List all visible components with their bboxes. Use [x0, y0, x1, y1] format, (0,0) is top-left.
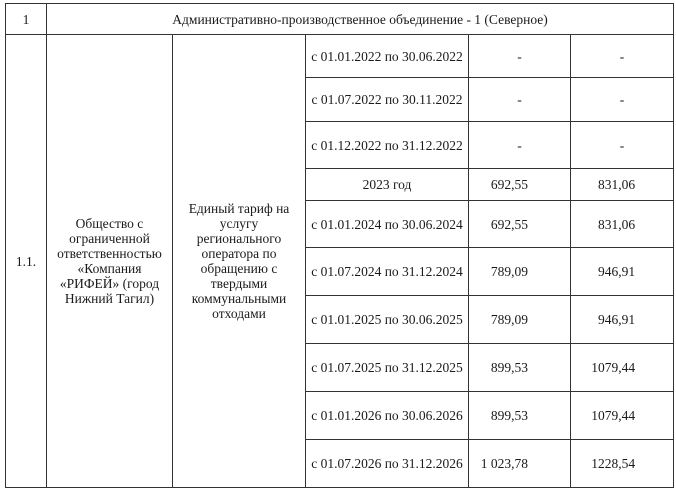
- service-name: Единый тариф на услугу регионального оператора по обращению с твердыми коммунальными отходами: [173, 35, 306, 488]
- period-cell: с 01.01.2026 по 30.06.2026: [306, 392, 469, 440]
- value2-cell: -: [571, 35, 674, 78]
- period-cell: с 01.01.2025 по 30.06.2025: [306, 296, 469, 344]
- value2-cell: 946,91: [571, 248, 674, 296]
- period-cell: с 01.07.2025 по 31.12.2025: [306, 344, 469, 392]
- value2-cell: 1079,44: [571, 392, 674, 440]
- group-title: Административно-производственное объединение - 1 (Северное): [47, 4, 674, 35]
- organization-name: Общество с ограниченной ответственностью «Компания «РИФЕЙ» (город Нижний Тагил): [47, 35, 173, 488]
- period-cell: с 01.07.2022 по 30.11.2022: [306, 78, 469, 122]
- value1-cell: 1 023,78: [469, 440, 571, 488]
- value2-cell: 946,91: [571, 296, 674, 344]
- value2-cell: -: [571, 122, 674, 169]
- value1-cell: 692,55: [469, 169, 571, 201]
- value2-cell: 831,06: [571, 169, 674, 201]
- value1-cell: 899,53: [469, 392, 571, 440]
- value1-cell: 899,53: [469, 344, 571, 392]
- period-cell: 2023 год: [306, 169, 469, 201]
- period-cell: с 01.01.2024 по 30.06.2024: [306, 201, 469, 248]
- period-cell: с 01.07.2024 по 31.12.2024: [306, 248, 469, 296]
- table-row: [6, 35, 674, 78]
- group-number: 1: [6, 4, 47, 35]
- value1-cell: 789,09: [469, 248, 571, 296]
- period-cell: с 01.01.2022 по 30.06.2022: [306, 35, 469, 78]
- value2-cell: 1079,44: [571, 344, 674, 392]
- group-header-row: [6, 4, 674, 35]
- value1-cell: -: [469, 78, 571, 122]
- value1-cell: 692,55: [469, 201, 571, 248]
- entry-number: 1.1.: [6, 35, 47, 488]
- value1-cell: -: [469, 35, 571, 78]
- value1-cell: 789,09: [469, 296, 571, 344]
- period-cell: с 01.07.2026 по 31.12.2026: [306, 440, 469, 488]
- period-cell: с 01.12.2022 по 31.12.2022: [306, 122, 469, 169]
- value2-cell: 1228,54: [571, 440, 674, 488]
- value1-cell: -: [469, 122, 571, 169]
- tariff-table: [5, 3, 674, 488]
- value2-cell: -: [571, 78, 674, 122]
- value2-cell: 831,06: [571, 201, 674, 248]
